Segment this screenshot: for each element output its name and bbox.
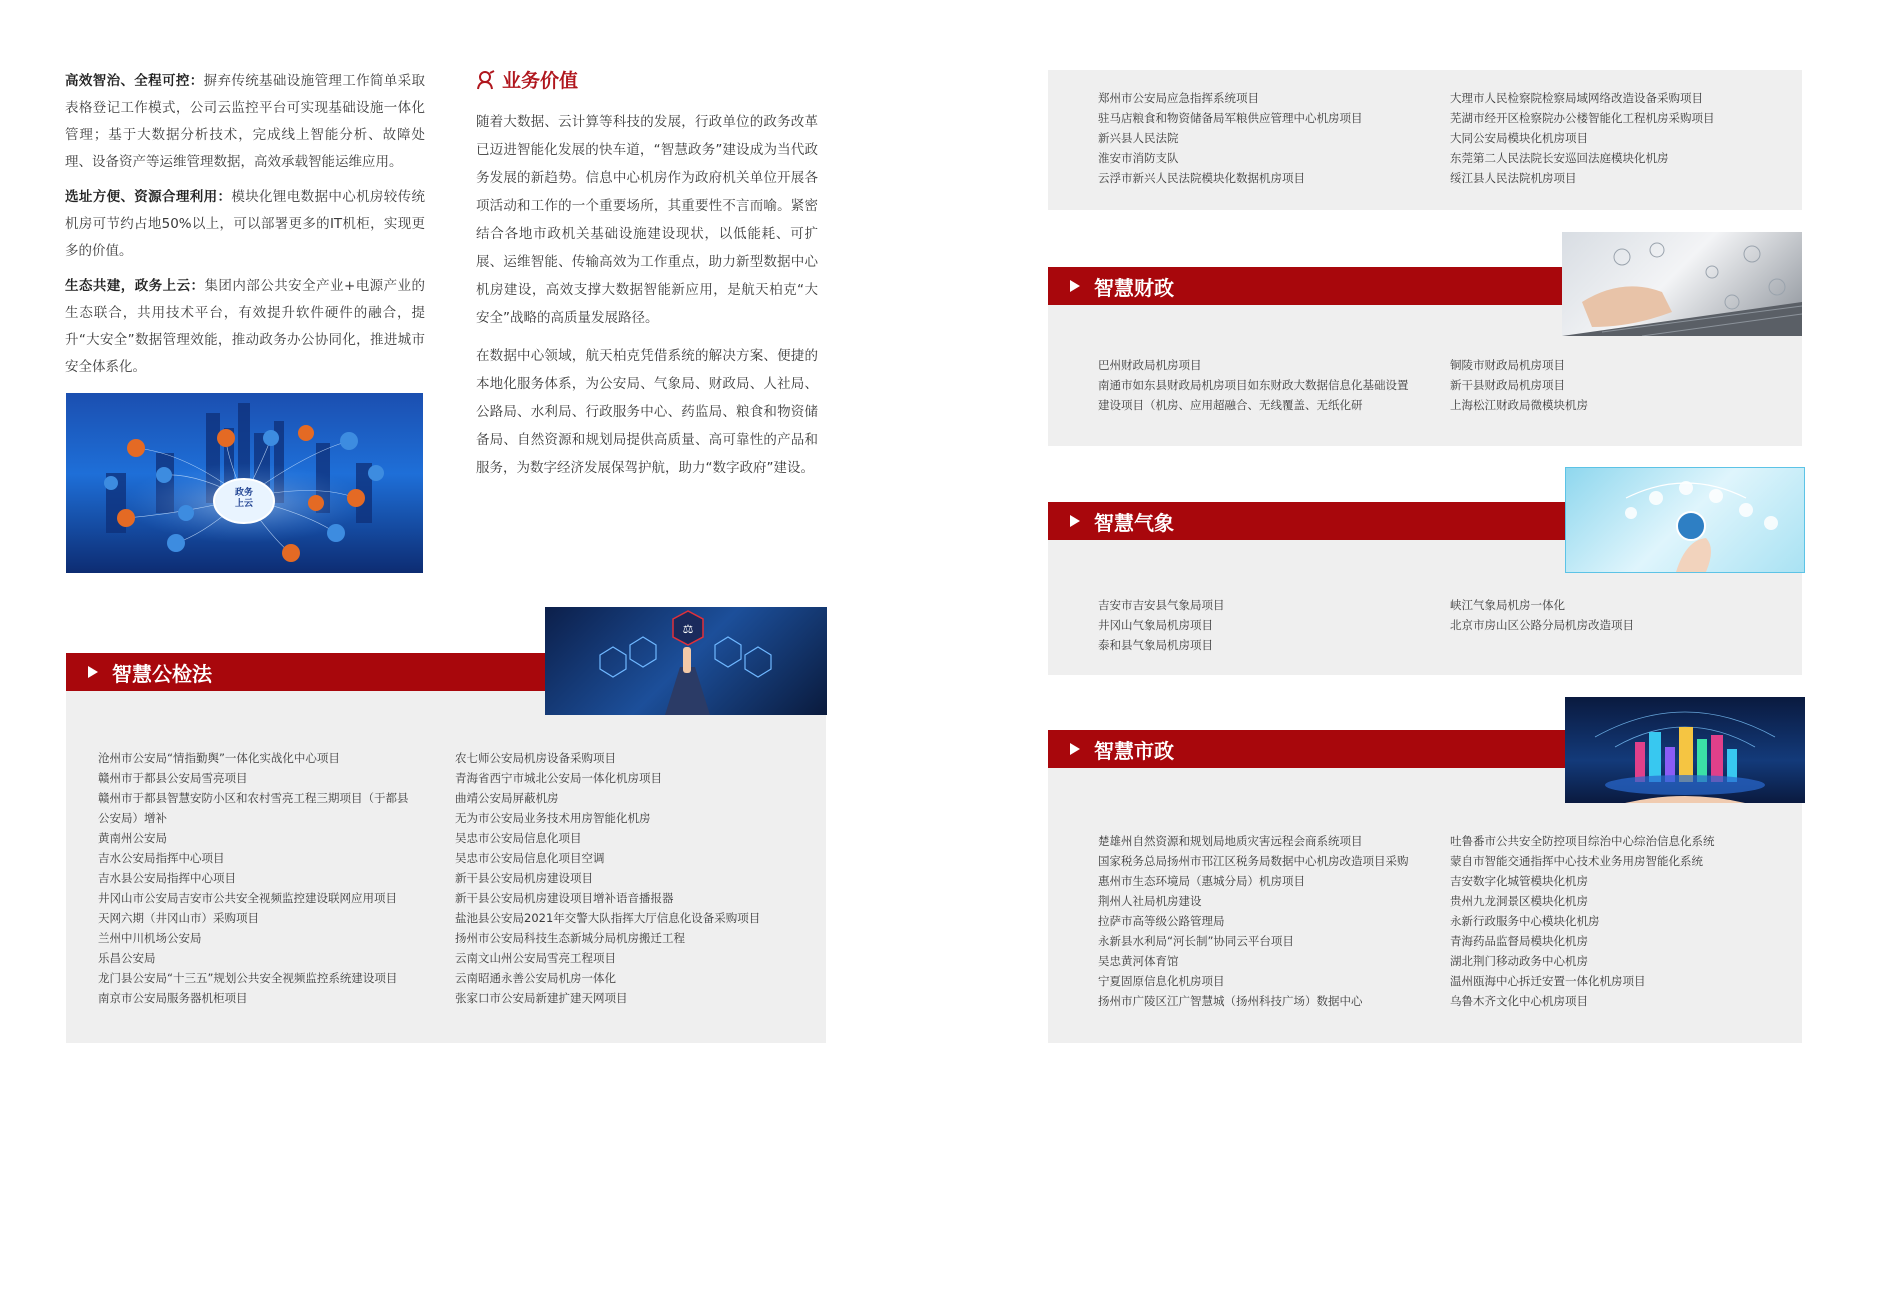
list-item: 绥江县人民法院机房项目 <box>1450 171 1577 185</box>
gov-cloud-image <box>66 393 423 573</box>
svg-text:⚖: ⚖ <box>682 622 694 636</box>
list-item: 吉安市吉安县气象局项目 <box>1098 598 1225 612</box>
list-item: 兰州中川机场公安局 <box>98 931 202 945</box>
list-item: 温州瓯海中心拆迁安置一体化机房项目 <box>1450 974 1646 988</box>
justice-image <box>545 607 827 715</box>
list-item: 驻马店粮食和物资储备局军粮供应管理中心机房项目 <box>1098 111 1363 125</box>
list-item: 无为市公安局业务技术用房智能化机房 <box>455 811 651 825</box>
paragraph: 随着大数据、云计算等科技的发展，行政单位的政务改革已迈进智能化发展的快车道，“智慧政务”建设成为当代政务发展的新趋势。信息中心机房作为政府机关单位开展各项活动和工作的一个重要场所，其重要性不言而喻。紧密结合各地市政机关基础设施建设现状，以低能耗、可扩展、运维智能、传输高效为工作重点，助力新型数据中心机房建设，高效支撑大数据智能新应用，是航天柏克“大安全”战略的高质量发展路径。 <box>476 114 818 326</box>
list-item: 楚雄州自然资源和规划局地质灾害远程会商系统项目 <box>1098 834 1363 848</box>
list-item: 吉水县公安局指挥中心项目 <box>98 871 236 885</box>
top-list-2 <box>1450 88 1790 188</box>
triangle-icon <box>88 666 98 678</box>
list-item: 惠州市生态环境局（惠城分局）机房项目 <box>1098 874 1305 888</box>
list-item: 宁夏固原信息化机房项目 <box>1098 974 1225 988</box>
justice-illustration <box>545 607 827 715</box>
list-item: 大同公安局模块化机房项目 <box>1450 131 1588 145</box>
list-item: 井冈山气象局机房项目 <box>1098 618 1213 632</box>
list-item: 吴忠市公安局信息化项目空调 <box>455 851 605 865</box>
list-item: 巴州财政局机房项目 <box>1098 358 1202 372</box>
paragraph: 在数据中心领域，航天柏克凭借系统的解决方案、便捷的本地化服务体系，为公安局、气象局、财政局、人社局、公路局、水利局、行政服务中心、药监局、粮食和物资储备局、自然资源和规划局提供高质量、高可靠性的产品和服务，为数字经济发展保驾护航，助力“数字政府”建设。 <box>476 348 818 476</box>
list-item: 蒙自市智能交通指挥中心技术业务用房智能化系统 <box>1450 854 1703 868</box>
feature-item: 选址方便、资源合理利用：模块化锂电数据中心机房较传统机房可节约占地50%以上，可以部署更多的IT机柜，实现更多的价值。 <box>65 189 426 259</box>
list-item: 赣州市于都县公安局雪亮项目 <box>98 771 248 785</box>
list-item: 青海省西宁市城北公安局一体化机房项目 <box>455 771 662 785</box>
weather-image <box>1565 467 1805 573</box>
list-item: 天网六期（井冈山市）采购项目 <box>98 911 259 925</box>
list-item: 云南文山州公安局雪亮工程项目 <box>455 951 616 965</box>
list-item: 国家税务总局扬州市邗江区税务局数据中心机房改造项目采购 <box>1098 854 1409 868</box>
list-item: 大理市人民检察院检察局域网络改造设备采购项目 <box>1450 91 1703 105</box>
qixiang-banner <box>1048 502 1568 540</box>
list-item: 吴忠黄河体育馆 <box>1098 954 1179 968</box>
caizheng-banner <box>1048 267 1568 305</box>
section-title: 智慧气象 <box>1094 510 1174 535</box>
business-value-heading: 业务价值 <box>502 70 579 92</box>
list-item: 新干县财政局机房项目 <box>1450 378 1565 392</box>
list-item: 新干县公安局机房建设项目增补语音播报器 <box>455 891 674 905</box>
list-item: 永新县水利局“河长制”协同云平台项目 <box>1098 934 1294 948</box>
list-item: 乌鲁木齐文化中心机房项目 <box>1450 994 1588 1008</box>
list-item: 赣州市于都县智慧安防小区和农村雪亮工程三期项目（于都县公安局）增补 <box>98 791 409 825</box>
list-item: 沧州市公安局“情指勤舆”一体化实战化中心项目 <box>98 751 340 765</box>
list-item: 龙门县公安局“十三五”规划公共安全视频监控系统建设项目 <box>98 971 398 985</box>
caizheng-list-1 <box>1098 355 1418 415</box>
section-title: 智慧公检法 <box>112 661 212 686</box>
qixiang-list-2 <box>1450 595 1790 635</box>
list-item: 淮安市消防支队 <box>1098 151 1179 165</box>
list-item: 黄南州公安局 <box>98 831 167 845</box>
keyboard-illustration <box>1562 232 1802 336</box>
weather-illustration <box>1566 468 1804 572</box>
shizheng-banner <box>1048 730 1568 768</box>
gongjianfa-list-2 <box>455 748 795 1008</box>
city-image <box>1565 697 1805 803</box>
list-item: 郑州市公安局应急指挥系统项目 <box>1098 91 1259 105</box>
list-item: 云南昭通永善公安局机房一体化 <box>455 971 616 985</box>
feature-item: 高效智治、全程可控：摒弃传统基础设施管理工作简单采取表格登记工作模式，公司云监控平台可实现基础设施一体化管理；基于大数据分析技术，完成线上智能分析、故障处理、设备资产等运维管理数据，高效承载智能运维应用。 <box>65 73 426 170</box>
section-title: 智慧市政 <box>1094 738 1174 763</box>
business-value-text <box>476 108 818 492</box>
feature-item: 生态共建，政务上云：集团内部公共安全产业+电源产业的生态联合，共用技术平台，有效提升软件硬件的融合，提升“大安全”数据管理效能，推动政务办公协同化，推进城市安全体系化。 <box>65 278 426 375</box>
triangle-icon <box>1070 743 1080 755</box>
list-item: 吉水公安局指挥中心项目 <box>98 851 225 865</box>
gongjianfa-banner <box>66 653 546 691</box>
list-item: 上海松江财政局微模块机房 <box>1450 398 1588 412</box>
list-item: 南通市如东县财政局机房项目如东财政大数据信息化基础设置建设项目（机房、应用超融合、无线覆盖、无纸化研 <box>1098 378 1409 412</box>
list-item: 泰和县气象局机房项目 <box>1098 638 1213 652</box>
list-item: 张家口市公安局新建扩建天网项目 <box>455 991 628 1005</box>
list-item: 扬州市公安局科技生态新城分局机房搬迁工程 <box>455 931 685 945</box>
features-text <box>65 68 425 389</box>
smart-city-illustration <box>1565 697 1805 803</box>
list-item: 吴忠市公安局信息化项目 <box>455 831 582 845</box>
list-item: 新兴县人民法院 <box>1098 131 1179 145</box>
list-item: 铜陵市财政局机房项目 <box>1450 358 1565 372</box>
qixiang-list-1 <box>1098 595 1418 655</box>
list-item: 乐昌公安局 <box>98 951 156 965</box>
list-item: 青海药品监督局模块化机房 <box>1450 934 1588 948</box>
list-item: 云浮市新兴人民法院模块化数据机房项目 <box>1098 171 1305 185</box>
list-item: 新干县公安局机房建设项目 <box>455 871 593 885</box>
caizheng-list-2 <box>1450 355 1790 415</box>
list-item: 贵州九龙洞景区模块化机房 <box>1450 894 1588 908</box>
gongjianfa-list-1 <box>98 748 418 1008</box>
list-item: 荆州人社局机房建设 <box>1098 894 1202 908</box>
triangle-icon <box>1070 280 1080 292</box>
list-item: 吉安数字化城管模块化机房 <box>1450 874 1588 888</box>
shizheng-list-1 <box>1098 831 1438 1011</box>
list-item: 北京市房山区公路分局机房改造项目 <box>1450 618 1634 632</box>
list-item: 拉萨市高等级公路管理局 <box>1098 914 1225 928</box>
section-title: 智慧财政 <box>1094 275 1174 300</box>
list-item: 芜湖市经开区检察院办公楼智能化工程机房采购项目 <box>1450 111 1715 125</box>
list-item: 永新行政服务中心模块化机房 <box>1450 914 1600 928</box>
top-list-1 <box>1098 88 1428 188</box>
finance-image <box>1562 232 1802 336</box>
list-item: 南京市公安局服务器机柜项目 <box>98 991 248 1005</box>
person-icon <box>476 70 496 90</box>
list-item: 盐池县公安局2021年交警大队指挥大厅信息化设备采购项目 <box>455 911 761 925</box>
list-item: 峡江气象局机房一体化 <box>1450 598 1565 612</box>
list-item: 湖北荆门移动政务中心机房 <box>1450 954 1588 968</box>
list-item: 农七师公安局机房设备采购项目 <box>455 751 616 765</box>
shizheng-list-2 <box>1450 831 1790 1011</box>
cloud-center-label: 政务 上云 <box>234 488 253 509</box>
list-item: 井冈山市公安局吉安市公共安全视频监控建设联网应用项目 <box>98 891 397 905</box>
business-value-title <box>476 66 578 93</box>
list-item: 东莞第二人民法院长安巡回法庭模块化机房 <box>1450 151 1669 165</box>
gov-cloud-illustration <box>66 393 423 573</box>
triangle-icon <box>1070 515 1080 527</box>
list-item: 扬州市广陵区江广智慧城（扬州科技广场）数据中心 <box>1098 994 1363 1008</box>
list-item: 吐鲁番市公共安全防控项目综治中心综治信息化系统 <box>1450 834 1715 848</box>
list-item: 曲靖公安局屏蔽机房 <box>455 791 559 805</box>
